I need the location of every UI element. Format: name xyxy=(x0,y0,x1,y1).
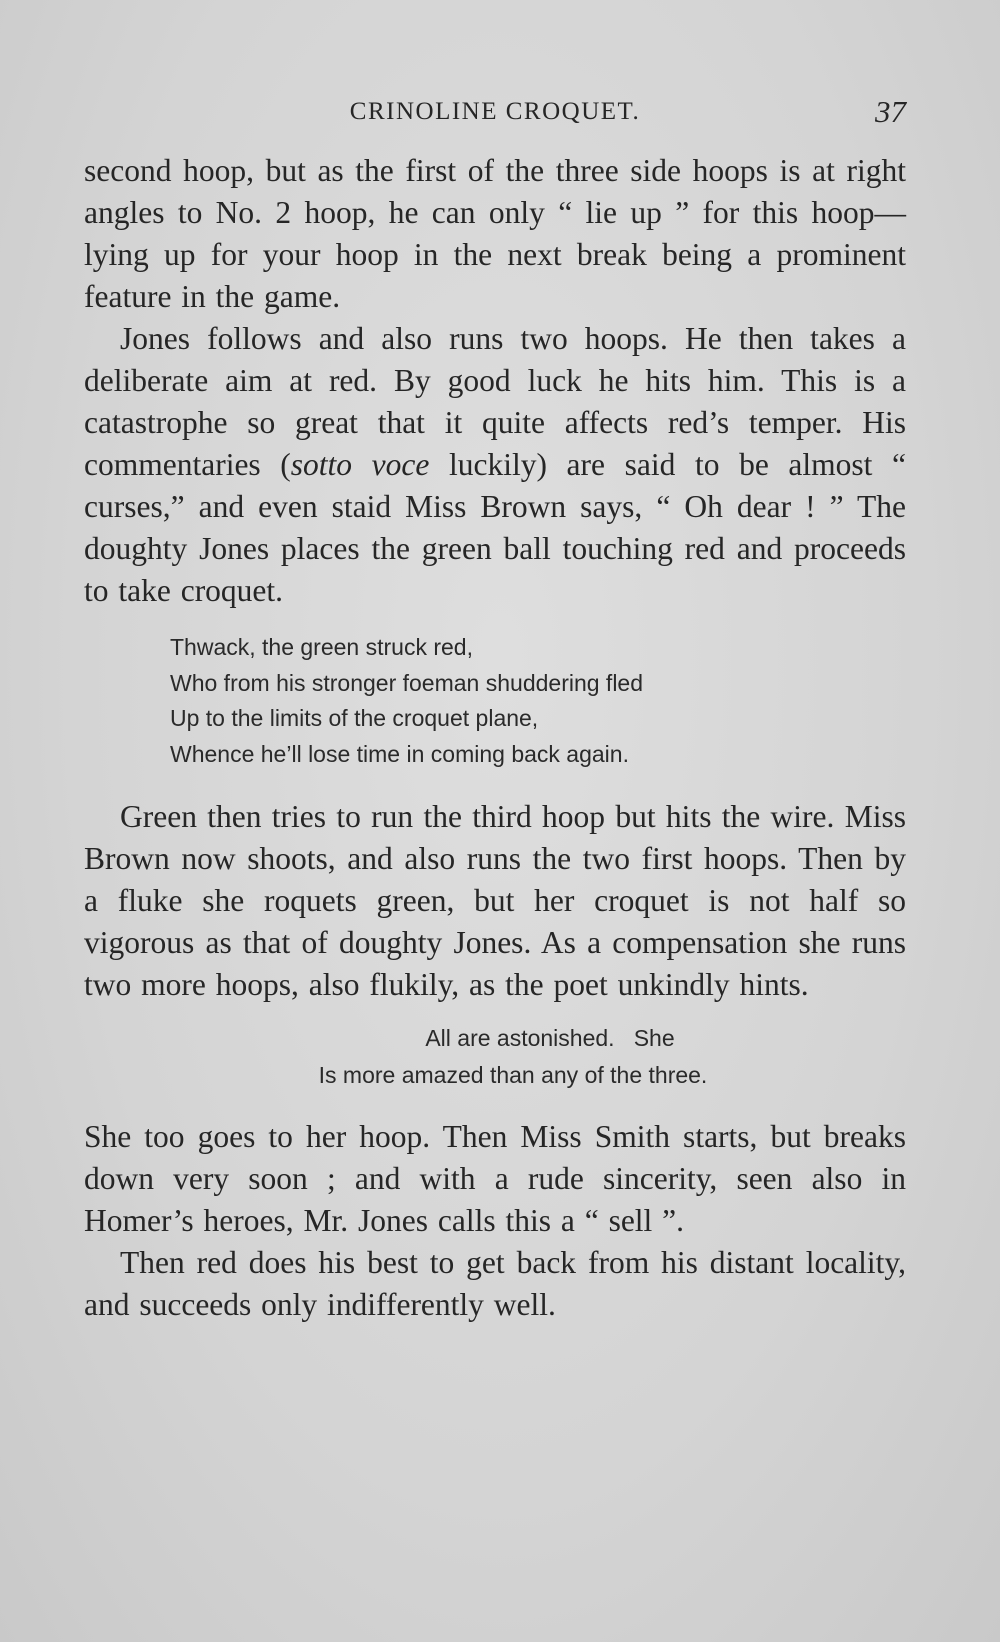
paragraph-2-part-a: Jones follows and also runs two hoops. He then takes a deliberate aim at red. By good luck he hits him. This is a catastrophe so great that it quite affects red’s temper. His commentaries ( xyxy=(84,321,906,482)
verse-line: Up to the limits of the croquet plane, xyxy=(170,705,539,731)
running-head xyxy=(84,94,906,138)
paragraph-3: Green then tries to run the third hoop but hits the wire. Miss Brown now shoots, and also runs the two first hoops. Then by a fluke she roquets green, but her croquet is not half so vigorous as that of doughty Jones. As a compensation she runs two more hoops, also flukily, as the poet unkindly hints. xyxy=(84,799,906,1002)
verse-line: All are astonished. She xyxy=(425,1025,675,1051)
running-title: CRINOLINE CROQUET. xyxy=(349,98,641,125)
body-text xyxy=(84,796,906,1006)
paragraph-4: She too goes to her hoop. Then Miss Smith starts, but breaks down very soon ; and with a rude sincerity, seen also in Homer’s heroes, Mr. Jones calls this a “ sell ”. xyxy=(84,1119,906,1238)
verse-quotation-1 xyxy=(170,630,906,772)
paragraph-5: Then red does his best to get back from his distant locality, and succeeds only indifferently well. xyxy=(84,1245,906,1322)
verse-line: Who from his stronger foeman shuddering fled xyxy=(170,669,644,696)
paragraph-2-part-b: luckily) are said to be almost “ curses,” and even staid Miss Brown says, “ Oh dear ! ” The doughty Jones places the green ball touching red and proceeds to take croquet. xyxy=(84,447,906,608)
paragraph-1: second hoop, but as the first of the three side hoops is at right angles to No. 2 hoop, he can only “ lie up ” for this hoop—lying up for your hoop in the next break being a prominent feature in the game. xyxy=(84,153,906,314)
body-text xyxy=(84,1116,906,1326)
verse-line: Is more amazed than any of the three. xyxy=(318,1062,708,1088)
page-number: 37 xyxy=(875,94,906,129)
paragraph-2 xyxy=(84,318,906,612)
paragraph-2-italic: sotto voce xyxy=(290,447,430,482)
verse-quotation-2 xyxy=(120,1020,906,1094)
book-page xyxy=(84,94,906,1326)
verse-line: Whence he’ll lose time in coming back again. xyxy=(170,740,629,767)
verse-line: Thwack, the green struck red, xyxy=(170,634,473,660)
body-text xyxy=(84,150,906,612)
